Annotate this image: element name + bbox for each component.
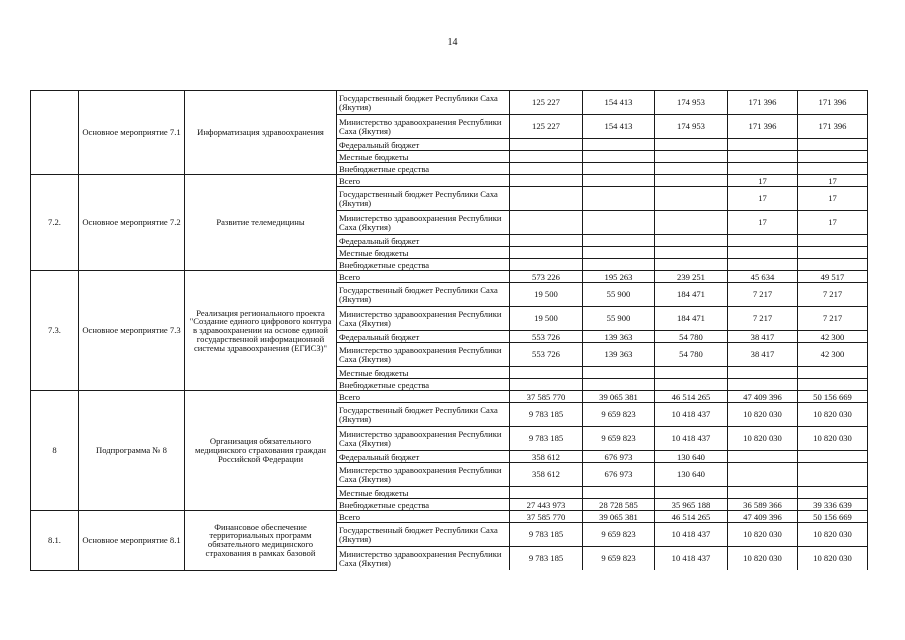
amount-cell: 10 820 030: [798, 547, 868, 571]
amount-cell: 19 500: [510, 307, 583, 331]
amount-cell: 9 659 823: [583, 403, 655, 427]
amount-cell: [728, 379, 798, 391]
funding-source-cell: Местные бюджеты: [337, 487, 510, 499]
item-kind-cell: Подпрограмма № 8: [79, 391, 185, 511]
amount-cell: 45 634: [728, 271, 798, 283]
amount-cell: 7 217: [798, 283, 868, 307]
amount-cell: [655, 151, 728, 163]
amount-cell: 139 363: [583, 343, 655, 367]
amount-cell: [798, 367, 868, 379]
amount-cell: 17: [728, 211, 798, 235]
amount-cell: 55 900: [583, 307, 655, 331]
amount-cell: [655, 235, 728, 247]
amount-cell: [728, 151, 798, 163]
table-row: [31, 511, 868, 523]
amount-cell: 10 418 437: [655, 427, 728, 451]
amount-cell: [798, 235, 868, 247]
amount-cell: [510, 139, 583, 151]
amount-cell: 553 726: [510, 331, 583, 343]
amount-cell: [728, 451, 798, 463]
table-row: [31, 271, 868, 283]
amount-cell: 171 396: [728, 115, 798, 139]
amount-cell: 9 659 823: [583, 523, 655, 547]
amount-cell: [583, 379, 655, 391]
amount-cell: 154 413: [583, 91, 655, 115]
amount-cell: [728, 463, 798, 487]
amount-cell: 49 517: [798, 271, 868, 283]
amount-cell: [583, 367, 655, 379]
funding-source-cell: Местные бюджеты: [337, 151, 510, 163]
amount-cell: [728, 235, 798, 247]
amount-cell: 17: [728, 187, 798, 211]
amount-cell: 27 443 973: [510, 499, 583, 511]
amount-cell: 174 953: [655, 91, 728, 115]
amount-cell: 10 820 030: [798, 427, 868, 451]
amount-cell: 37 585 770: [510, 511, 583, 523]
funding-source-cell: Министерство здравоохранения Республики Саха (Якутия): [337, 547, 510, 571]
funding-source-cell: Министерство здравоохранения Республики Саха (Якутия): [337, 343, 510, 367]
amount-cell: [510, 151, 583, 163]
amount-cell: [510, 259, 583, 271]
funding-source-cell: Местные бюджеты: [337, 247, 510, 259]
amount-cell: [510, 247, 583, 259]
funding-source-cell: Министерство здравоохранения Республики Саха (Якутия): [337, 463, 510, 487]
amount-cell: [510, 175, 583, 187]
budget-table: [30, 90, 868, 571]
item-name-cell: Развитие телемедицины: [185, 175, 337, 271]
amount-cell: 171 396: [728, 91, 798, 115]
amount-cell: 239 251: [655, 271, 728, 283]
amount-cell: 19 500: [510, 283, 583, 307]
amount-cell: 37 585 770: [510, 391, 583, 403]
amount-cell: 42 300: [798, 343, 868, 367]
item-name-cell: Реализация регионального проекта "Создание единого цифрового контура в здравоохранении на основе единой государственной информационной системы здравоохранения (ЕГИСЗ)": [185, 271, 337, 391]
amount-cell: 55 900: [583, 283, 655, 307]
amount-cell: [510, 187, 583, 211]
amount-cell: [655, 163, 728, 175]
amount-cell: [798, 139, 868, 151]
amount-cell: 47 409 396: [728, 391, 798, 403]
amount-cell: [510, 235, 583, 247]
item-number-cell: 7.3.: [31, 271, 79, 391]
amount-cell: 9 783 185: [510, 523, 583, 547]
item-kind-cell: Основное мероприятие 8.1: [79, 511, 185, 571]
amount-cell: 38 417: [728, 343, 798, 367]
funding-source-cell: Министерство здравоохранения Республики Саха (Якутия): [337, 115, 510, 139]
amount-cell: 139 363: [583, 331, 655, 343]
amount-cell: 130 640: [655, 463, 728, 487]
item-name-cell: Организация обязательного медицинского страхования граждан Российской Федерации: [185, 391, 337, 511]
amount-cell: [583, 151, 655, 163]
amount-cell: [510, 379, 583, 391]
amount-cell: [583, 211, 655, 235]
amount-cell: [655, 379, 728, 391]
funding-source-cell: Местные бюджеты: [337, 367, 510, 379]
funding-source-cell: Государственный бюджет Республики Саха (Якутия): [337, 283, 510, 307]
amount-cell: [798, 451, 868, 463]
amount-cell: 17: [798, 187, 868, 211]
amount-cell: 9 659 823: [583, 547, 655, 571]
funding-source-cell: Всего: [337, 511, 510, 523]
amount-cell: [655, 175, 728, 187]
table-row: [31, 391, 868, 403]
item-kind-cell: Основное мероприятие 7.2: [79, 175, 185, 271]
amount-cell: 7 217: [728, 283, 798, 307]
amount-cell: [583, 487, 655, 499]
amount-cell: [798, 247, 868, 259]
amount-cell: 39 065 381: [583, 511, 655, 523]
amount-cell: 39 336 639: [798, 499, 868, 511]
table-row: [31, 91, 868, 115]
amount-cell: 573 226: [510, 271, 583, 283]
amount-cell: 50 156 669: [798, 511, 868, 523]
amount-cell: [655, 247, 728, 259]
amount-cell: [583, 259, 655, 271]
amount-cell: 17: [728, 175, 798, 187]
amount-cell: [510, 367, 583, 379]
funding-source-cell: Федеральный бюджет: [337, 451, 510, 463]
funding-source-cell: Всего: [337, 391, 510, 403]
amount-cell: 10 418 437: [655, 523, 728, 547]
amount-cell: 54 780: [655, 331, 728, 343]
funding-source-cell: Внебюджетные средства: [337, 259, 510, 271]
item-name-cell: Финансовое обеспечение территориальных программ обязательного медицинского страхования в рамках базовой: [185, 511, 337, 571]
amount-cell: 10 418 437: [655, 403, 728, 427]
amount-cell: 46 514 265: [655, 511, 728, 523]
amount-cell: 10 820 030: [728, 427, 798, 451]
funding-source-cell: Министерство здравоохранения Республики Саха (Якутия): [337, 427, 510, 451]
amount-cell: [583, 163, 655, 175]
amount-cell: 28 728 585: [583, 499, 655, 511]
amount-cell: 10 418 437: [655, 547, 728, 571]
amount-cell: [583, 247, 655, 259]
amount-cell: 676 973: [583, 451, 655, 463]
amount-cell: 9 783 185: [510, 427, 583, 451]
amount-cell: [655, 259, 728, 271]
amount-cell: 9 783 185: [510, 403, 583, 427]
amount-cell: 9 659 823: [583, 427, 655, 451]
amount-cell: 17: [798, 211, 868, 235]
amount-cell: [728, 163, 798, 175]
amount-cell: 7 217: [728, 307, 798, 331]
funding-source-cell: Государственный бюджет Республики Саха (Якутия): [337, 403, 510, 427]
page-number: 14: [447, 37, 458, 48]
table-row: [31, 175, 868, 187]
amount-cell: 54 780: [655, 343, 728, 367]
amount-cell: [583, 139, 655, 151]
amount-cell: [510, 487, 583, 499]
funding-source-cell: Федеральный бюджет: [337, 139, 510, 151]
item-number-cell: 8: [31, 391, 79, 511]
funding-source-cell: Государственный бюджет Республики Саха (Якутия): [337, 187, 510, 211]
amount-cell: 17: [798, 175, 868, 187]
amount-cell: [583, 235, 655, 247]
amount-cell: [655, 139, 728, 151]
item-kind-cell: Основное мероприятие 7.3: [79, 271, 185, 391]
funding-source-cell: Всего: [337, 271, 510, 283]
amount-cell: 39 065 381: [583, 391, 655, 403]
amount-cell: [798, 487, 868, 499]
funding-source-cell: Федеральный бюджет: [337, 331, 510, 343]
amount-cell: 10 820 030: [798, 403, 868, 427]
amount-cell: [798, 151, 868, 163]
funding-source-cell: Всего: [337, 175, 510, 187]
amount-cell: 7 217: [798, 307, 868, 331]
amount-cell: 358 612: [510, 463, 583, 487]
amount-cell: 46 514 265: [655, 391, 728, 403]
amount-cell: 184 471: [655, 307, 728, 331]
amount-cell: [798, 259, 868, 271]
funding-source-cell: Государственный бюджет Республики Саха (Якутия): [337, 523, 510, 547]
amount-cell: [728, 139, 798, 151]
amount-cell: [510, 211, 583, 235]
amount-cell: 358 612: [510, 451, 583, 463]
funding-source-cell: Внебюджетные средства: [337, 163, 510, 175]
item-kind-cell: Основное мероприятие 7.1: [79, 91, 185, 175]
item-number-cell: 7.2.: [31, 175, 79, 271]
amount-cell: [728, 367, 798, 379]
amount-cell: 676 973: [583, 463, 655, 487]
funding-source-cell: Внебюджетные средства: [337, 379, 510, 391]
funding-source-cell: Министерство здравоохранения Республики Саха (Якутия): [337, 211, 510, 235]
funding-source-cell: Внебюджетные средства: [337, 499, 510, 511]
amount-cell: [655, 187, 728, 211]
funding-source-cell: Министерство здравоохранения Республики Саха (Якутия): [337, 307, 510, 331]
amount-cell: [583, 175, 655, 187]
amount-cell: [798, 463, 868, 487]
funding-source-cell: Федеральный бюджет: [337, 235, 510, 247]
funding-source-cell: Государственный бюджет Республики Саха (Якутия): [337, 91, 510, 115]
amount-cell: 125 227: [510, 115, 583, 139]
amount-cell: 38 417: [728, 331, 798, 343]
item-number-cell: 8.1.: [31, 511, 79, 571]
amount-cell: 553 726: [510, 343, 583, 367]
amount-cell: [510, 163, 583, 175]
amount-cell: [583, 187, 655, 211]
item-name-cell: Информатизация здравоохранения: [185, 91, 337, 175]
amount-cell: [655, 367, 728, 379]
amount-cell: 36 589 366: [728, 499, 798, 511]
amount-cell: 35 965 188: [655, 499, 728, 511]
amount-cell: 195 263: [583, 271, 655, 283]
amount-cell: 42 300: [798, 331, 868, 343]
amount-cell: 47 409 396: [728, 511, 798, 523]
amount-cell: 10 820 030: [728, 547, 798, 571]
amount-cell: [798, 163, 868, 175]
amount-cell: 10 820 030: [728, 403, 798, 427]
amount-cell: 130 640: [655, 451, 728, 463]
amount-cell: 10 820 030: [728, 523, 798, 547]
amount-cell: 50 156 669: [798, 391, 868, 403]
amount-cell: 10 820 030: [798, 523, 868, 547]
amount-cell: [728, 487, 798, 499]
amount-cell: [655, 487, 728, 499]
amount-cell: 9 783 185: [510, 547, 583, 571]
amount-cell: 125 227: [510, 91, 583, 115]
item-number-cell: [31, 91, 79, 175]
amount-cell: [655, 211, 728, 235]
amount-cell: [728, 247, 798, 259]
amount-cell: 174 953: [655, 115, 728, 139]
amount-cell: 171 396: [798, 115, 868, 139]
amount-cell: [798, 379, 868, 391]
amount-cell: 171 396: [798, 91, 868, 115]
amount-cell: 184 471: [655, 283, 728, 307]
amount-cell: [728, 259, 798, 271]
amount-cell: 154 413: [583, 115, 655, 139]
